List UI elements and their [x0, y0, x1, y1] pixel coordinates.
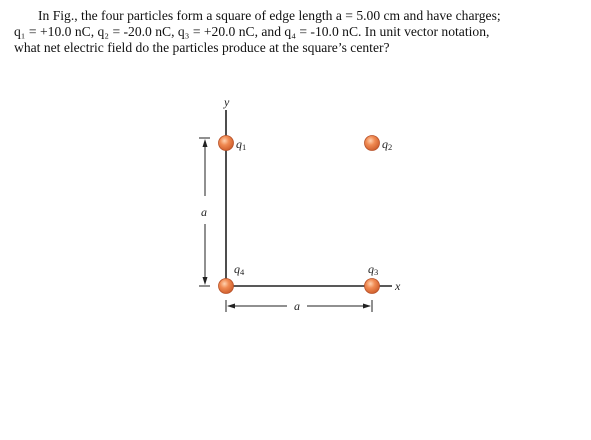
horizontal-edge-label: a: [294, 299, 300, 313]
y-axis-label: y: [224, 95, 230, 109]
particle-q3-label: q3: [368, 262, 379, 277]
particle-q3: [365, 279, 380, 294]
particle-q2-label: q2: [382, 137, 393, 152]
particle-q1: [219, 136, 234, 151]
x-axis-label: x: [395, 279, 401, 293]
particle-q1-label: q1: [236, 137, 247, 152]
particle-q4-label: q4: [234, 262, 245, 277]
problem-line-1: In Fig., the four particles form a square of edge length a = 5.00 cm and have charges;: [38, 8, 501, 23]
particle-q4: [219, 279, 234, 294]
problem-line-2: q₁ = +10.0 nC, q₂ = -20.0 nC, q₃ = +20.0 nC, and q₄ = -10.0 nC. In unit vector notation,: [14, 24, 490, 39]
problem-line-3: what net electric field do the particles produce at the square’s center?: [14, 40, 390, 55]
vertical-edge-label: a: [201, 205, 207, 219]
particle-q2: [365, 136, 380, 151]
